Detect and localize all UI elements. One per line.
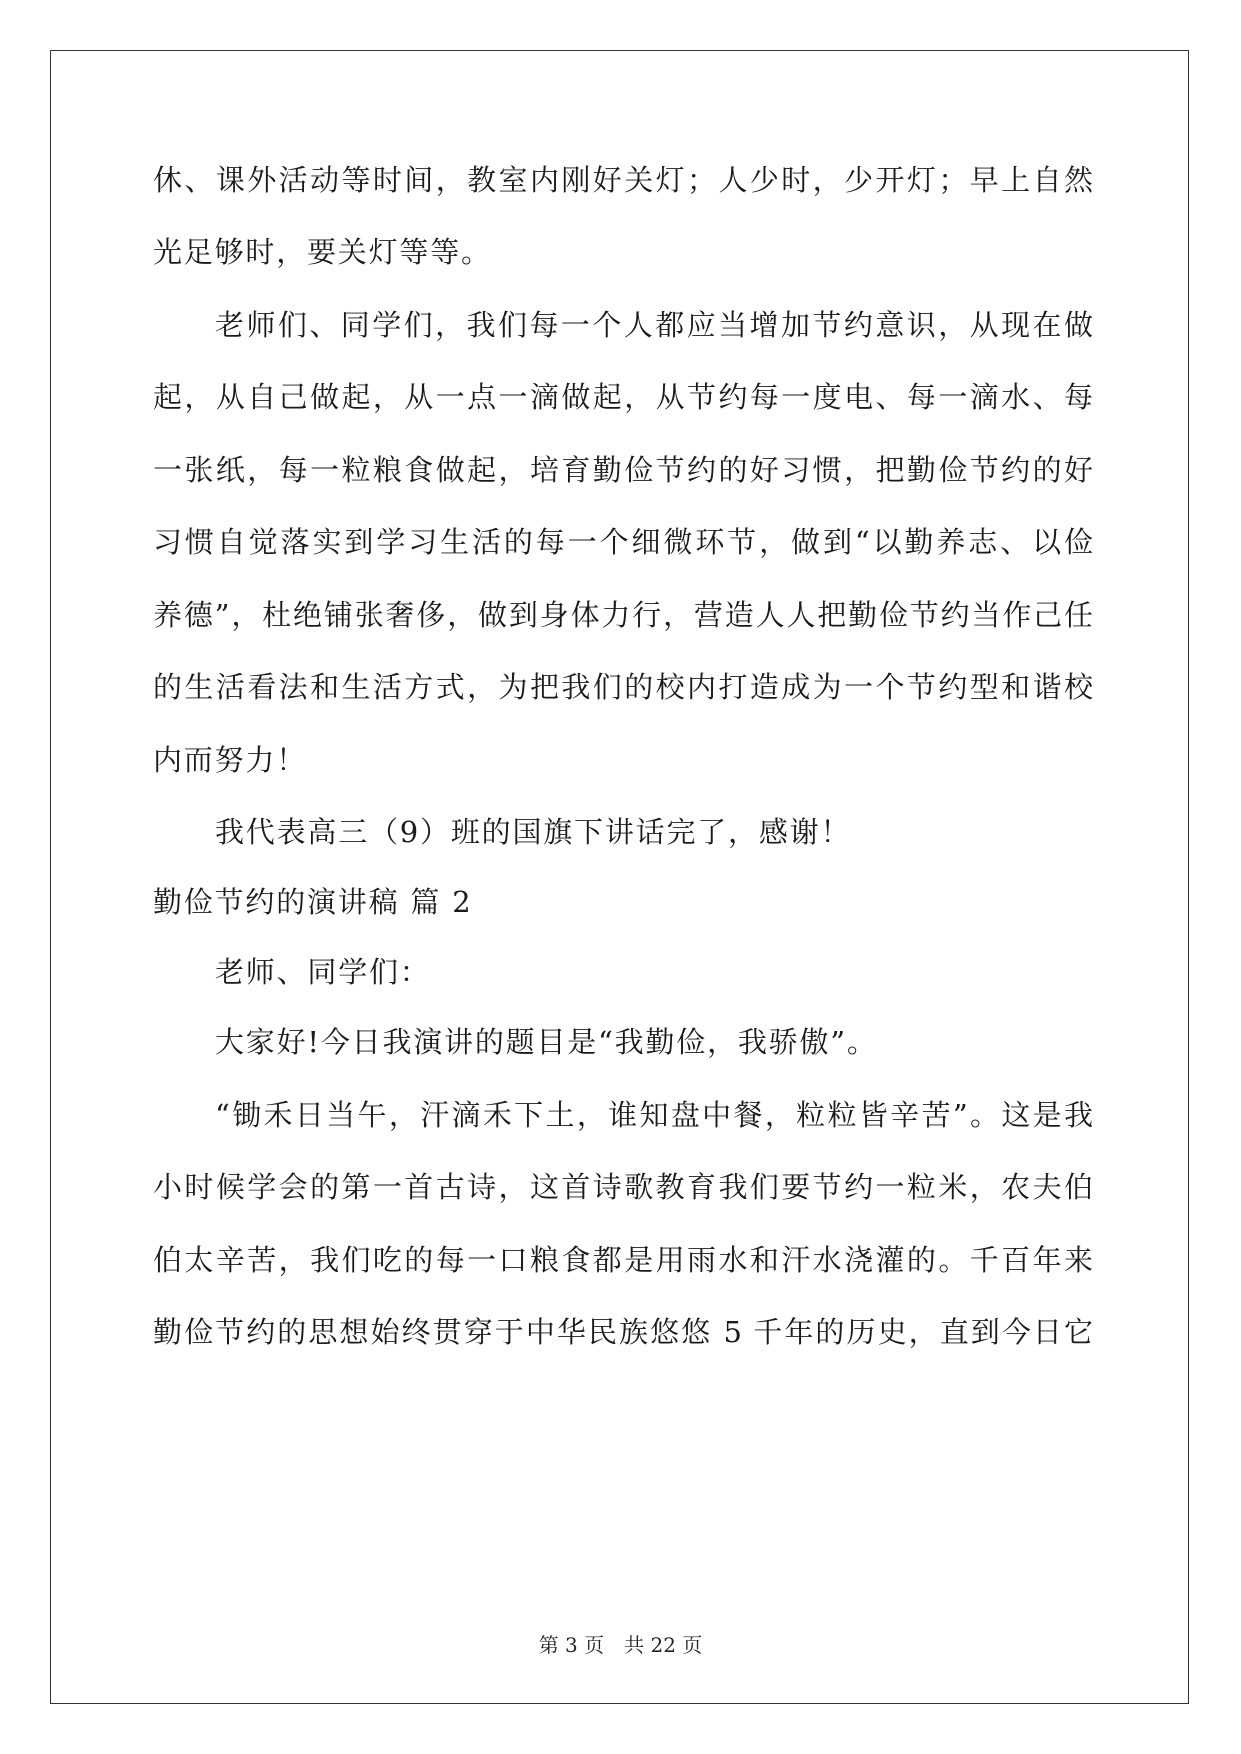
text-line: 养德”，杜绝铺张奢侈，做到身体力行，营造人人把勤俭节约当作己任 <box>153 598 1093 632</box>
text-line: 我代表高三（9）班的国旗下讲话完了，感谢！ <box>215 815 852 849</box>
text-line: 伯太辛苦，我们吃的每一口粮食都是用雨水和汗水浇灌的。千百年来 <box>153 1243 1093 1277</box>
page-footer <box>0 1633 1241 1657</box>
page-border <box>50 50 1189 1704</box>
text-line: 勤俭节约的思想始终贯穿于中华民族悠悠 5 千年的历史，直到今日它 <box>153 1315 1093 1349</box>
text-line: 休、课外活动等时间，教室内刚好关灯；人少时，少开灯；早上自然 <box>153 163 1093 197</box>
page-number: 第 3 页 <box>538 1633 605 1657</box>
text-line: 光足够时，要关灯等等。 <box>153 235 492 269</box>
text-line: 小时候学会的第一首古诗，这首诗歌教育我们要节约一粒米，农夫伯 <box>153 1170 1093 1204</box>
text-line: “锄禾日当午，汗滴禾下土，谁知盘中餐，粒粒皆辛苦”。这是我 <box>215 1098 1093 1132</box>
section-heading: 勤俭节约的演讲稿 篇 2 <box>153 885 473 919</box>
text-line: 大家好!今日我演讲的题目是“我勤俭，我骄傲”。 <box>215 1025 878 1059</box>
text-line: 内而努力！ <box>153 743 308 777</box>
text-line: 的生活看法和生活方式，为把我们的校内打造成为一个节约型和谐校 <box>153 670 1093 704</box>
page-total: 共 22 页 <box>624 1633 703 1657</box>
text-line: 老师、同学们： <box>215 955 431 989</box>
text-line: 老师们、同学们，我们每一个人都应当增加节约意识，从现在做 <box>215 308 1093 342</box>
text-line: 起，从自己做起，从一点一滴做起，从节约每一度电、每一滴水、每 <box>153 380 1093 414</box>
text-line: 一张纸，每一粒粮食做起，培育勤俭节约的好习惯，把勤俭节约的好 <box>153 453 1093 487</box>
text-line: 习惯自觉落实到学习生活的每一个细微环节，做到“以勤养志、以俭 <box>153 525 1093 559</box>
